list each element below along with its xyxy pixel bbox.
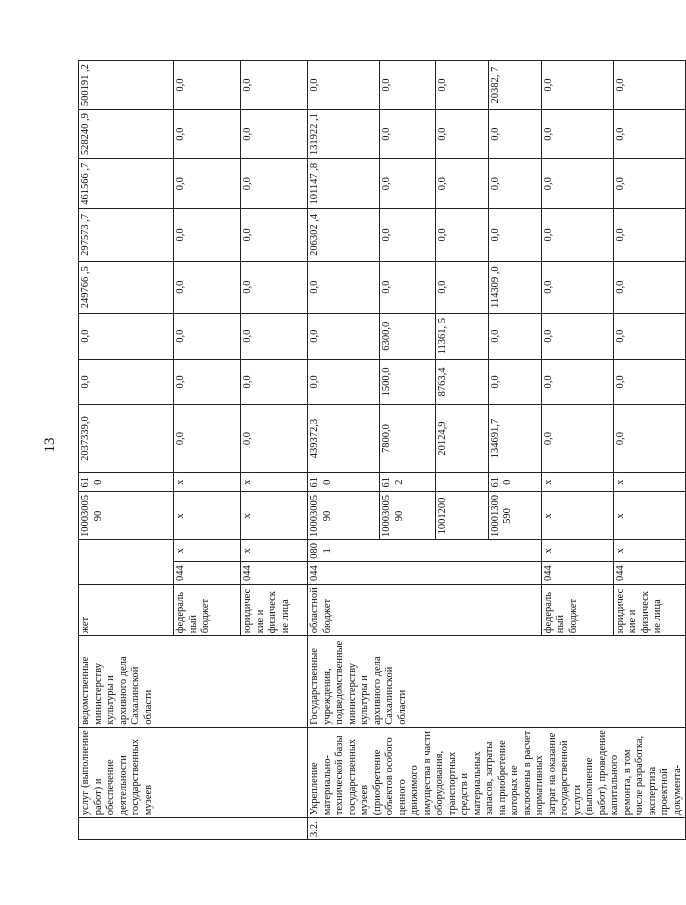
year-value-cell: 206302 ,4 (308, 209, 380, 261)
year-value-cell: 0,0 (241, 261, 308, 313)
year-value-cell: 0,0 (380, 110, 436, 159)
year-value-cell: 0,0 (435, 159, 488, 209)
funding-source-cell: юридические и физические лица (241, 585, 308, 636)
year-value-cell: 0,0 (613, 209, 685, 261)
ministry-code-cell: 044 (613, 562, 685, 585)
target-article-cell: х (613, 492, 685, 540)
year-value-cell: 528240 ,9 (79, 110, 174, 159)
target-article-cell: 10003005 90 (308, 492, 380, 540)
expense-type-cell: 61 0 (79, 472, 174, 492)
year-value-cell: 0,0 (174, 61, 241, 110)
year-value-cell: 0,0 (241, 110, 308, 159)
year-value-cell: 0,0 (613, 261, 685, 313)
row-number-cell: 3.2. (308, 818, 686, 840)
expense-type-cell: х (241, 472, 308, 492)
year-value-cell: 0,0 (488, 313, 541, 359)
funding-source-cell: жет (79, 585, 174, 636)
row-number-cell (79, 818, 308, 840)
section-code-cell: х (174, 540, 241, 562)
section-code-cell: 080 1 (308, 540, 542, 562)
year-value-cell: 0,0 (541, 261, 613, 313)
year-value-cell: 0,0 (174, 159, 241, 209)
target-article-cell: 10003005 90 (380, 492, 436, 540)
target-article-cell: 1001200 (435, 492, 488, 540)
ministry-code-cell: 044 (174, 562, 241, 585)
year-value-cell: 0,0 (541, 159, 613, 209)
year-value-cell: 0,0 (308, 359, 380, 405)
year-value-cell: 0,0 (241, 159, 308, 209)
year-value-cell: 0,0 (435, 61, 488, 110)
funding-source-cell: федеральный бюджет (541, 585, 613, 636)
table-row (79, 61, 174, 840)
expense-type-cell: х (174, 472, 241, 492)
expense-type-cell: х (541, 472, 613, 492)
target-article-cell: х (241, 492, 308, 540)
year-value-cell: 461566 ,7 (79, 159, 174, 209)
year-value-cell: 0,0 (174, 359, 241, 405)
year-value-cell: 0,0 (79, 359, 174, 405)
year-value-cell: 6300,0 (380, 313, 436, 359)
executor-cell: ведомственные министерству культуры и архивного дела Сахалинской области (79, 636, 308, 728)
year-value-cell: 0,0 (435, 110, 488, 159)
total-cell: 0,0 (241, 405, 308, 473)
year-value-cell: 249766 ,5 (79, 261, 174, 313)
total-cell: 7800,0 (380, 405, 436, 473)
ministry-code-cell: 044 (241, 562, 308, 585)
year-value-cell: 0,0 (488, 359, 541, 405)
year-value-cell: 0,0 (241, 313, 308, 359)
year-value-cell: 0,0 (541, 359, 613, 405)
year-value-cell: 0,0 (241, 359, 308, 405)
code-cell (79, 540, 174, 585)
year-value-cell: 0,0 (541, 209, 613, 261)
ministry-code-cell: 044 (541, 562, 613, 585)
year-value-cell: 20382, 7 (488, 61, 541, 110)
year-value-cell: 0,0 (174, 110, 241, 159)
year-value-cell: 0,0 (241, 61, 308, 110)
year-value-cell: 131922 ,1 (308, 110, 380, 159)
section-code-cell: х (541, 540, 613, 562)
funding-source-cell: юридические и физические лица (613, 585, 685, 636)
section-code-cell: х (613, 540, 685, 562)
year-value-cell: 1500,0 (380, 359, 436, 405)
year-value-cell: 0,0 (308, 313, 380, 359)
target-article-cell: х (541, 492, 613, 540)
activity-name-cell: услуг (выполнение работ) и обеспечение деятельности государственных музеев (79, 727, 308, 817)
budget-table (78, 60, 686, 840)
year-value-cell: 0,0 (380, 261, 436, 313)
activity-name-cell: Укрепление материально-технической базы государственных музеев (приобретение объектов особого ценного движимого имущества в части оборудования, транспортных средств и материальных запасов, затраты на приобретение которых не включены в расчет нормативных затрат на оказание государственной услуги (выполнение работ), проведение капитального ремонта, в том числе разработка, экспертиза проектной документа- (308, 727, 686, 817)
year-value-cell: 0,0 (380, 209, 436, 261)
year-value-cell: 0,0 (308, 61, 380, 110)
year-value-cell: 0,0 (241, 209, 308, 261)
year-value-cell: 0,0 (174, 313, 241, 359)
year-value-cell: 101147 ,8 (308, 159, 380, 209)
total-cell: 439372,3 (308, 405, 380, 473)
rotated-page (78, 60, 683, 840)
funding-source-cell: федеральный бюджет (174, 585, 241, 636)
section-code-cell: х (241, 540, 308, 562)
year-value-cell: 0,0 (79, 313, 174, 359)
expense-type-cell: 61 0 (308, 472, 380, 492)
executor-cell: Государственные учреждения, подведомственные министерству культуры и архивного дела Сахалинской области (308, 636, 686, 728)
target-article-cell: 10001300 590 (488, 492, 541, 540)
funding-source-cell: областной бюджет (308, 585, 542, 636)
year-value-cell: 0,0 (380, 61, 436, 110)
year-value-cell: 8763,4 (435, 359, 488, 405)
year-value-cell: 0,0 (308, 261, 380, 313)
total-cell: 0,0 (174, 405, 241, 473)
year-value-cell: 0,0 (613, 61, 685, 110)
year-value-cell: 0,0 (174, 209, 241, 261)
year-value-cell: 0,0 (380, 159, 436, 209)
year-value-cell: 297573 ,7 (79, 209, 174, 261)
year-value-cell: 0,0 (541, 313, 613, 359)
year-value-cell: 0,0 (613, 313, 685, 359)
total-cell: 134691,7 (488, 405, 541, 473)
expense-type-cell (435, 472, 488, 492)
year-value-cell: 0,0 (435, 261, 488, 313)
table-row (308, 61, 380, 840)
total-cell: 0,0 (613, 405, 685, 473)
year-value-cell: 0,0 (613, 110, 685, 159)
year-value-cell: 0,0 (488, 110, 541, 159)
year-value-cell: 0,0 (613, 159, 685, 209)
total-cell: 0,0 (541, 405, 613, 473)
year-value-cell: 0,0 (541, 61, 613, 110)
year-value-cell: 0,0 (541, 110, 613, 159)
year-value-cell: 500191 ,2 (79, 61, 174, 110)
expense-type-cell: 61 2 (380, 472, 436, 492)
total-cell: 2037339,0 (79, 405, 174, 473)
year-value-cell: 114309 ,0 (488, 261, 541, 313)
year-value-cell: 0,0 (174, 261, 241, 313)
expense-type-cell: х (613, 472, 685, 492)
target-article-cell: 10003005 90 (79, 492, 174, 540)
year-value-cell: 0,0 (488, 209, 541, 261)
ministry-code-cell: 044 (308, 562, 542, 585)
year-value-cell: 0,0 (613, 359, 685, 405)
year-value-cell: 0,0 (488, 159, 541, 209)
page-number: 13 (42, 437, 58, 453)
target-article-cell: х (174, 492, 241, 540)
total-cell: 20124,9 (435, 405, 488, 473)
year-value-cell: 0,0 (435, 209, 488, 261)
expense-type-cell: 61 0 (488, 472, 541, 492)
year-value-cell: 11361, 5 (435, 313, 488, 359)
